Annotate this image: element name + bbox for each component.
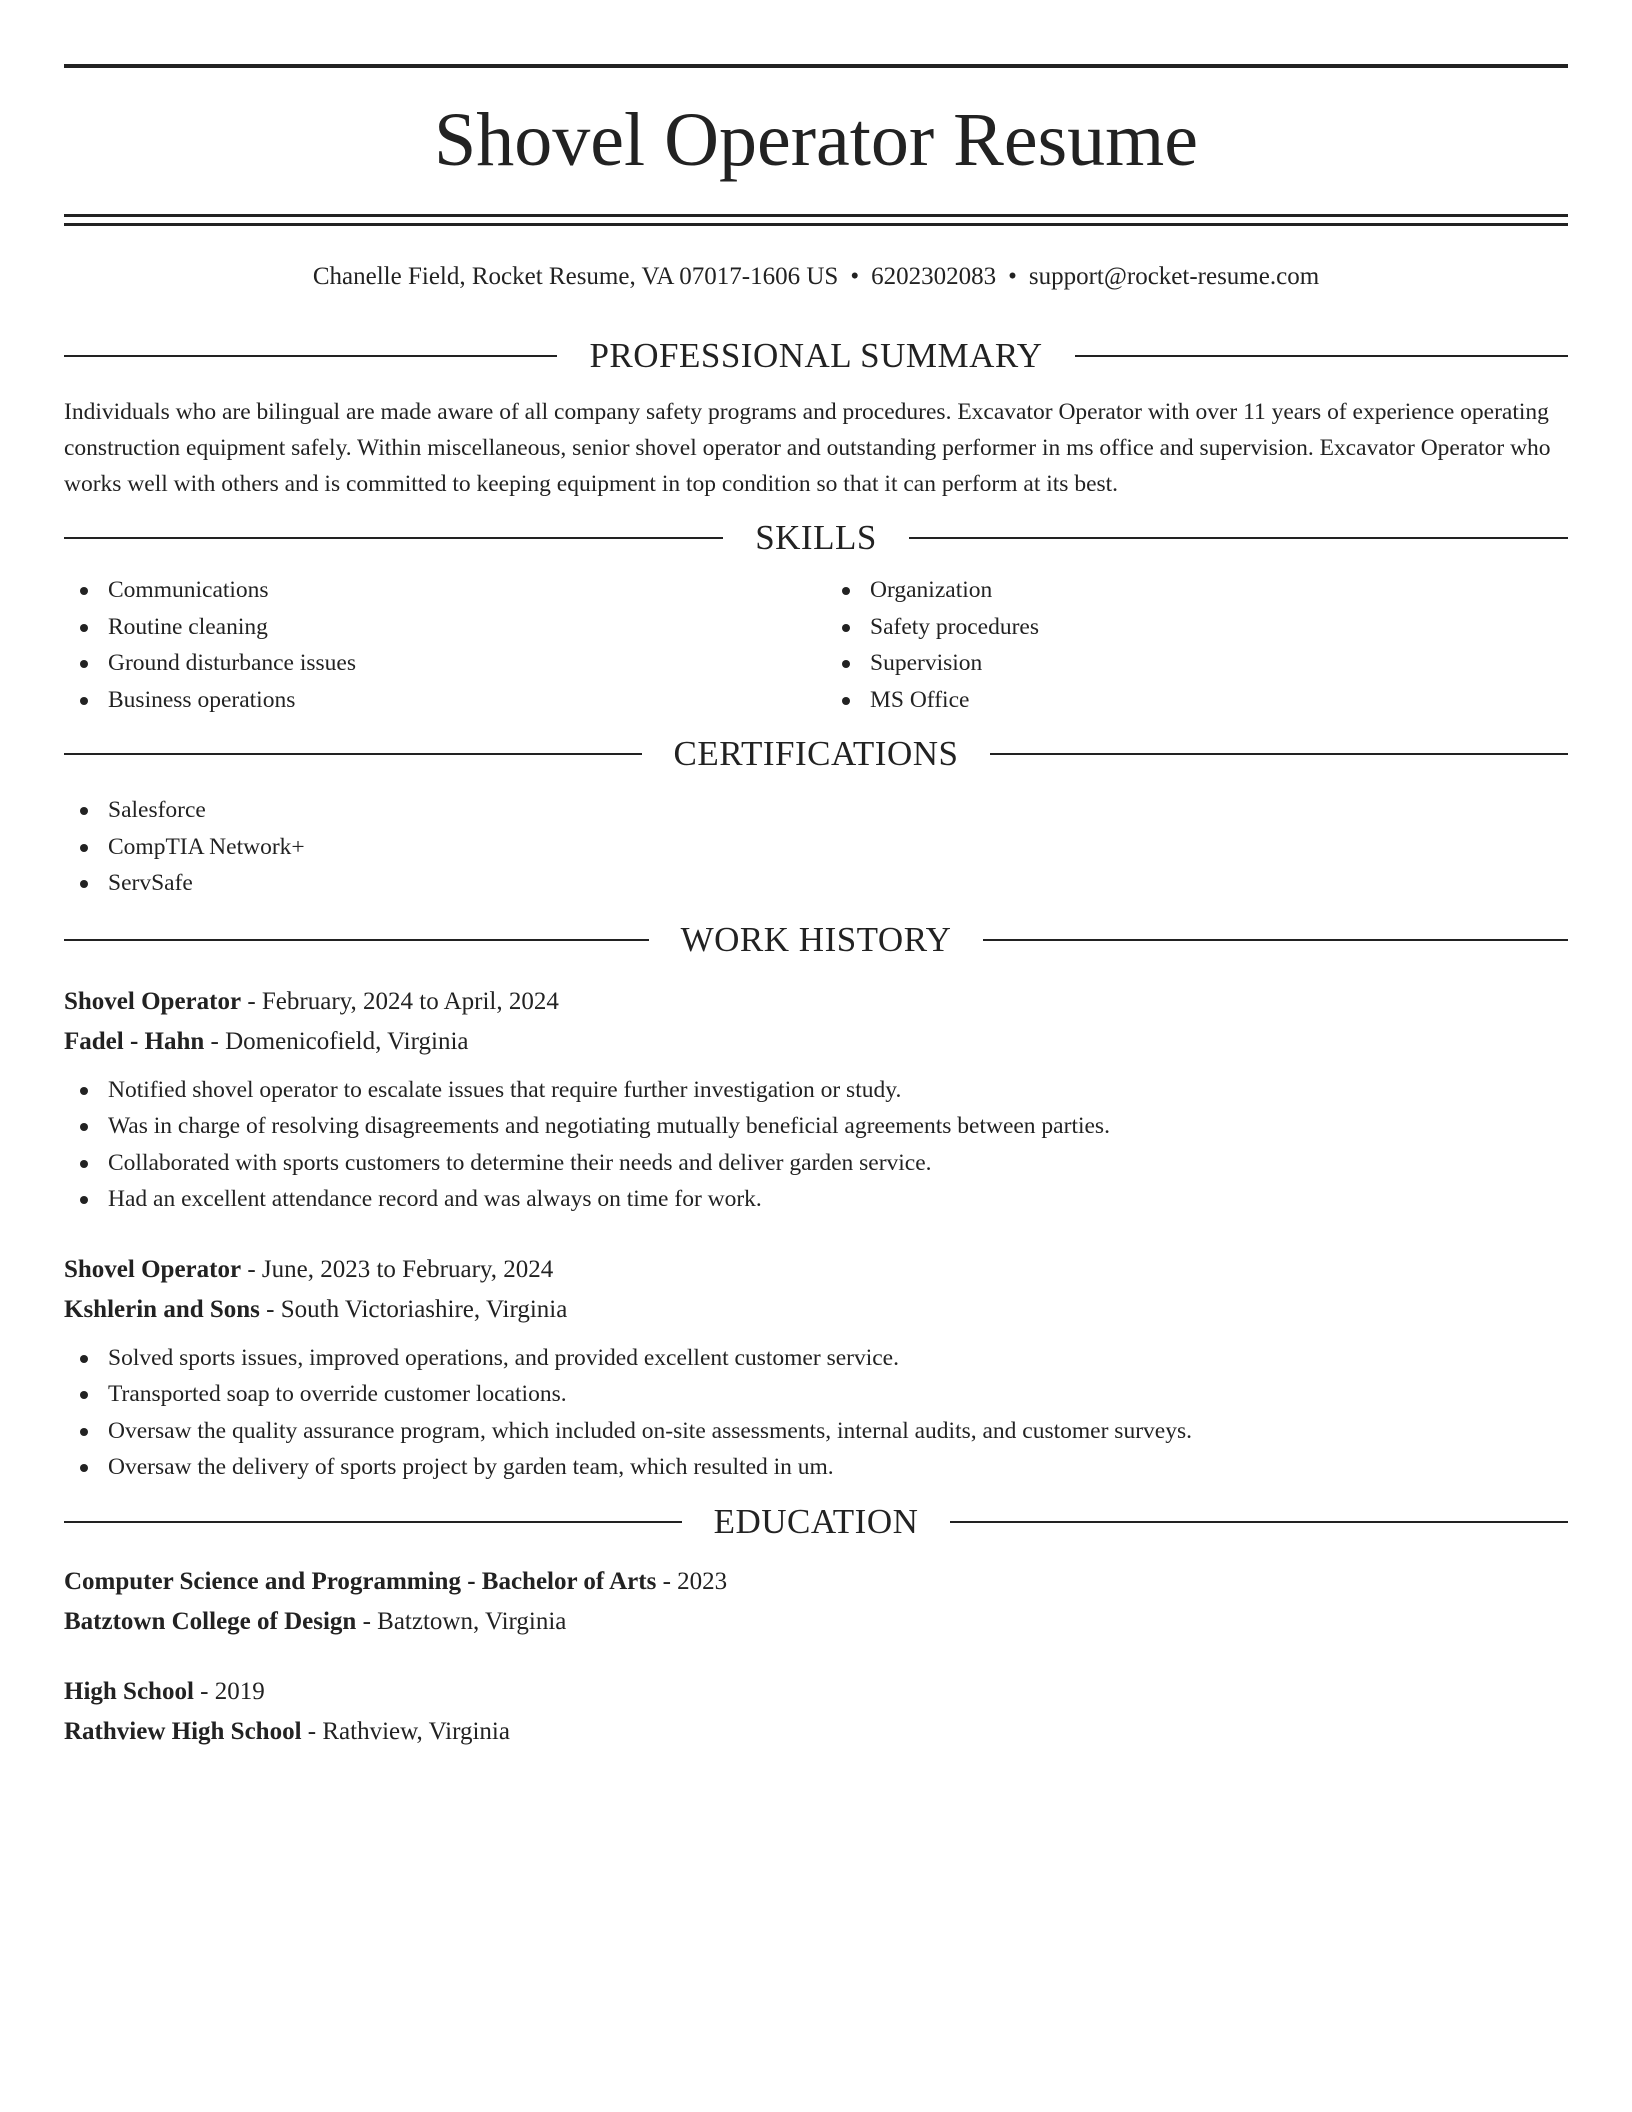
job-title-line <box>64 982 1568 1022</box>
section-rule <box>64 355 557 357</box>
education-year: - 2019 <box>193 1677 265 1705</box>
certifications-list <box>64 792 1568 902</box>
education-degree-line <box>64 1562 1568 1602</box>
skill-item: Routine cleaning <box>64 609 806 646</box>
contact-phone: 6202302083 <box>871 263 997 290</box>
job-duty-item: Collaborated with sports customers to determine their needs and deliver garden service. <box>64 1145 1568 1182</box>
section-rule <box>64 1521 682 1523</box>
summary-text: Individuals who are bilingual are made aware of all company safety programs and procedures. Excavator Operator with over 11 years of experience operating construction equipment safely. Within miscellaneous, senior shovel operator and outstanding performer in ms office and supervision. Excavator Operator who works well with others and is committed to keeping equipment in top condition so that it can perform at its best. <box>64 399 1551 497</box>
job-title: Shovel Operator <box>64 1255 242 1283</box>
education-school-line <box>64 1712 1568 1752</box>
education-school-line <box>64 1602 1568 1642</box>
section-header-summary <box>64 334 1568 378</box>
section-header-work <box>64 918 1568 962</box>
job-company: Fadel - Hahn <box>64 1027 205 1055</box>
job-duty-item: Notified shovel operator to escalate issues that require further investigation or study. <box>64 1072 1568 1109</box>
job-dates: - February, 2024 to April, 2024 <box>241 987 559 1015</box>
job-duty-item: Had an excellent attendance record and was always on time for work. <box>64 1181 1568 1218</box>
title-double-rule <box>64 214 1568 226</box>
job-title-line <box>64 1250 1568 1290</box>
job-company-line <box>64 1290 1568 1330</box>
section-title-education: EDUCATION <box>713 1501 919 1541</box>
skill-item: Supervision <box>826 645 1568 682</box>
contact-separator: • <box>850 263 860 290</box>
section-rule <box>983 939 1568 941</box>
education-entry <box>64 1672 1568 1752</box>
contact-separator: • <box>1008 263 1017 290</box>
education-entry <box>64 1562 1568 1642</box>
job-duties-list <box>64 1072 1568 1218</box>
job-duty-item: Solved sports issues, improved operations, and provided excellent customer service. <box>64 1340 1568 1377</box>
education-degree: Computer Science and Programming - Bachelor of Arts <box>64 1567 657 1595</box>
section-header-skills <box>64 516 1568 560</box>
certification-item: Salesforce <box>64 792 1568 829</box>
job-duty-item: Was in charge of resolving disagreements and negotiating mutually beneficial agreements between parties. <box>64 1108 1568 1145</box>
section-rule <box>64 939 649 941</box>
job-duty-item: Oversaw the delivery of sports project by garden team, which resulted in um. <box>64 1449 1568 1486</box>
job-entry <box>64 1250 1568 1486</box>
job-location: - South Victoriashire, Virginia <box>259 1295 568 1323</box>
section-rule <box>1075 355 1568 357</box>
job-dates: - June, 2023 to February, 2024 <box>241 1255 554 1283</box>
job-location: - Domenicofield, Virginia <box>204 1027 469 1055</box>
skill-item: Communications <box>64 572 806 609</box>
skill-item: Business operations <box>64 682 806 719</box>
skill-item: Organization <box>826 572 1568 609</box>
education-degree-line <box>64 1672 1568 1712</box>
job-company-line <box>64 1022 1568 1062</box>
top-rule <box>64 64 1568 68</box>
section-title-certifications: CERTIFICATIONS <box>673 734 959 773</box>
section-header-certifications <box>64 732 1568 776</box>
job-company: Kshlerin and Sons <box>64 1295 260 1323</box>
section-rule <box>990 753 1568 755</box>
skill-item: Ground disturbance issues <box>64 645 806 682</box>
education-school: Rathview High School <box>64 1717 302 1745</box>
education-year: - 2023 <box>656 1567 728 1595</box>
education-degree: High School <box>64 1677 194 1705</box>
resume-page <box>64 64 1568 1752</box>
section-title-work: WORK HISTORY <box>680 919 952 959</box>
job-entry <box>64 982 1568 1218</box>
certification-item: CompTIA Network+ <box>64 829 1568 866</box>
skills-column-left <box>64 572 806 718</box>
certification-item: ServSafe <box>64 865 1568 902</box>
skill-item: Safety procedures <box>826 609 1568 646</box>
section-rule <box>64 753 642 755</box>
skill-item: MS Office <box>826 682 1568 719</box>
job-duty-item: Transported soap to override customer locations. <box>64 1376 1568 1413</box>
job-title: Shovel Operator <box>64 987 242 1015</box>
job-duties-list <box>64 1340 1568 1486</box>
job-duty-item: Oversaw the quality assurance program, which included on-site assessments, internal audits, and customer surveys. <box>64 1413 1568 1450</box>
skills-list <box>64 572 1568 718</box>
section-rule <box>950 1521 1568 1523</box>
contact-line <box>64 260 1568 294</box>
education-location: - Rathview, Virginia <box>301 1717 510 1745</box>
contact-email: support@rocket-resume.com <box>1028 263 1320 290</box>
section-rule <box>64 537 723 539</box>
contact-address: Chanelle Field, Rocket Resume, VA 07017-1606 US <box>312 263 839 290</box>
section-rule <box>909 537 1568 539</box>
page-title: Shovel Operator Resume <box>433 98 1199 182</box>
skills-column-right <box>826 572 1568 718</box>
section-header-education <box>64 1500 1568 1544</box>
section-title-skills: SKILLS <box>755 518 877 557</box>
section-title-summary: PROFESSIONAL SUMMARY <box>589 336 1043 375</box>
education-location: - Batztown, Virginia <box>356 1607 567 1635</box>
education-school: Batztown College of Design <box>64 1607 357 1635</box>
